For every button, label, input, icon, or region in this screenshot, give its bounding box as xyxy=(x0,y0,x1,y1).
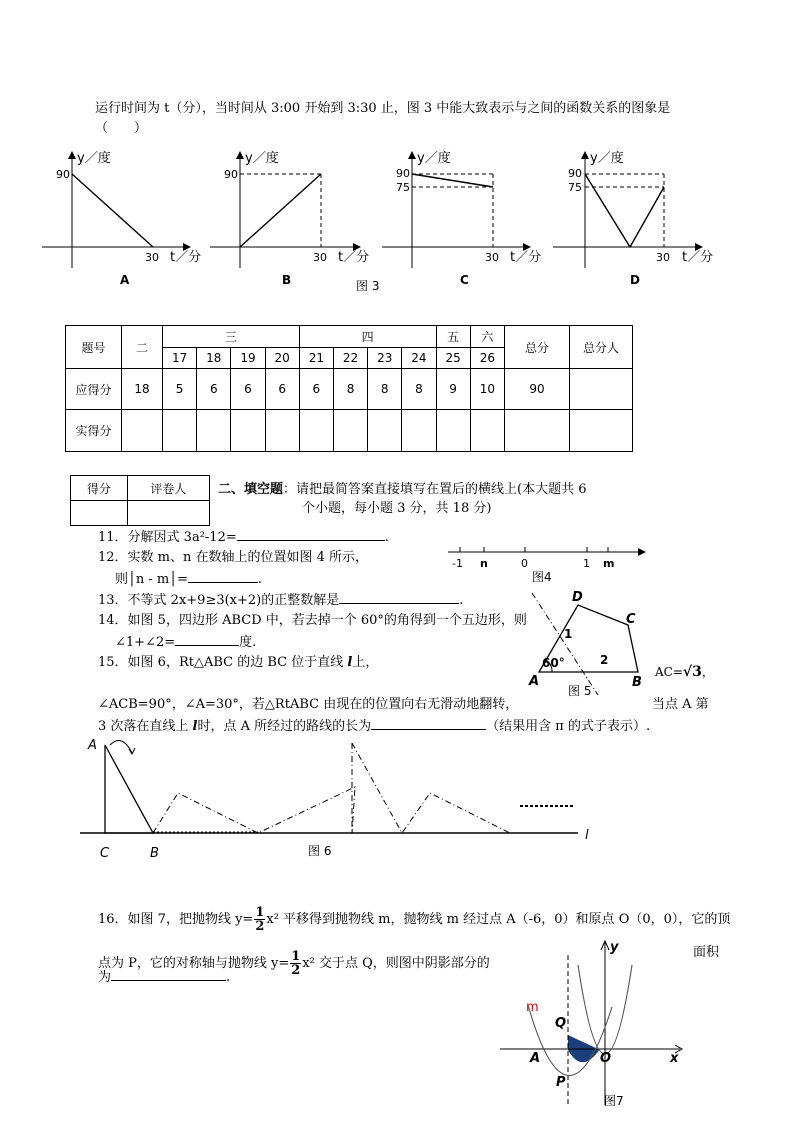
question-number: 22 xyxy=(333,348,367,369)
graph-d-ylabel: y／度 xyxy=(590,151,624,166)
fig7-caption: 图7 xyxy=(604,1094,624,1108)
should-score: 6 xyxy=(299,369,333,410)
should-score-person xyxy=(570,369,633,410)
header-section-3: 三 xyxy=(163,326,300,348)
graph-c-ytick-75: 75 xyxy=(396,181,410,194)
header-total-person: 总分人 xyxy=(570,326,633,369)
intro-line-1: 运行时间为 t（分），当时间从 3:00 开始到 3:30 止，图 3 中能大致表示与之间的函数关系的图象是 xyxy=(95,101,671,116)
should-score: 10 xyxy=(470,369,504,410)
fig5-label-d: D xyxy=(572,590,583,605)
fig5-label-60: 60° xyxy=(542,656,565,670)
graph-b-xlabel: t／分 xyxy=(338,250,370,265)
q15-text-g: （结果用含 π 的式子表示）. xyxy=(486,719,651,734)
graph-c-label: C xyxy=(460,273,469,287)
q16-frac-den: 2 xyxy=(255,919,265,934)
q16-text-a: 16．如图 7，把抛物线 y= xyxy=(98,912,254,927)
q15-ac-prefix: AC= xyxy=(655,665,683,679)
figure-5 xyxy=(520,585,680,700)
should-score: 6 xyxy=(231,369,265,410)
fig4-label-m: m xyxy=(603,557,615,570)
q11-period: . xyxy=(384,530,389,545)
q12-answer-blank[interactable] xyxy=(188,570,258,583)
graph-c-xtick: 30 xyxy=(485,251,499,264)
section-2-instruction-cont: 个小题，每小题 3 分，共 18 分) xyxy=(302,501,492,516)
graph-b-label: B xyxy=(282,273,292,287)
q11-text: 11．分解因式 3a²-12= xyxy=(98,530,237,545)
should-score: 6 xyxy=(265,369,299,410)
q15-text-b: 上， xyxy=(352,655,379,670)
q15-text-f: 时，点 A 所经过的路线的长为 xyxy=(197,719,372,734)
fig4-label-one: 1 xyxy=(583,557,590,570)
q15-text-d: 当点 A 第 xyxy=(652,697,709,712)
graph-b-xtick: 30 xyxy=(313,251,327,264)
graph-d-xlabel: t／分 xyxy=(682,250,714,265)
fig6-label-c: C xyxy=(100,846,110,861)
fig7-label-o: O xyxy=(600,1051,612,1066)
actual-score-cell[interactable] xyxy=(265,410,299,452)
q16-text-d: x² 交于点 Q，则图中阴影部分的 xyxy=(302,956,490,971)
fig4-caption: 图4 xyxy=(532,570,552,584)
q16-mianji: 面积 xyxy=(693,945,720,960)
actual-score-cell[interactable] xyxy=(505,410,570,452)
q13-text: 13．不等式 2x+9≥3(x+2)的正整数解是 xyxy=(98,593,340,608)
graph-a-ylabel: y／度 xyxy=(77,151,111,166)
q15-answer-blank[interactable] xyxy=(371,717,486,730)
graph-c-ylabel: y／度 xyxy=(417,151,451,166)
section-2-instruction: ：请把最简答案直接填写在置后的横线上(本大题共 6 xyxy=(283,482,587,497)
fig4-label-n: n xyxy=(480,557,488,570)
fig7-label-a: A xyxy=(530,1051,541,1066)
row-actual-label: 实得分 xyxy=(66,410,122,452)
q13-answer-blank[interactable] xyxy=(339,591,459,604)
q14-text-b: ∠1+∠2= xyxy=(115,635,176,650)
grader-person-cell[interactable] xyxy=(127,501,209,526)
fig7-label-q: Q xyxy=(555,1016,567,1031)
graph-d-xtick: 30 xyxy=(656,251,670,264)
should-score-total: 90 xyxy=(505,369,570,410)
grader-person-label: 评卷人 xyxy=(127,476,209,501)
q14-answer-blank[interactable] xyxy=(175,633,239,646)
header-section-6: 六 xyxy=(470,326,504,348)
figure-4 xyxy=(440,540,650,590)
fig7-label-m: m xyxy=(526,1000,539,1015)
graph-d-ytick-90: 90 xyxy=(568,167,582,180)
fig6-label-a: A xyxy=(88,738,97,753)
actual-score-cell[interactable] xyxy=(470,410,504,452)
actual-score-cell[interactable] xyxy=(402,410,436,452)
graph-a-ytick: 90 xyxy=(56,168,70,181)
question-number: 18 xyxy=(197,348,231,369)
graph-a-xtick: 30 xyxy=(145,251,159,264)
should-score: 8 xyxy=(402,369,436,410)
should-score: 9 xyxy=(436,369,470,410)
q12-period: . xyxy=(257,572,263,587)
q16-period: . xyxy=(226,970,231,985)
question-number: 17 xyxy=(163,348,197,369)
question-number: 26 xyxy=(470,348,504,369)
intro-answer-bracket: （ ） xyxy=(95,121,148,136)
grader-score-cell[interactable] xyxy=(71,501,128,526)
fig7-label-y: y xyxy=(610,940,619,955)
actual-score-cell[interactable] xyxy=(368,410,402,452)
q16-text-b: x² 平移得到抛物线 m，抛物线 m 经过点 A（-6，0）和原点 O（0，0），它的顶 xyxy=(266,912,731,927)
graph-d xyxy=(553,150,713,287)
graph-b-ylabel: y／度 xyxy=(245,151,279,166)
score-table xyxy=(65,325,633,452)
fig4-label-minus-one: -1 xyxy=(452,557,463,570)
q15-ac-suffix: ， xyxy=(701,665,714,679)
grader-table xyxy=(70,475,210,526)
fig5-caption: 图 5 xyxy=(568,684,592,698)
section-2-title: 二、填空题 xyxy=(218,482,284,497)
fig6-caption: 图 6 xyxy=(308,844,332,858)
question-number: 20 xyxy=(265,348,299,369)
graph-b-ytick: 90 xyxy=(224,168,238,181)
should-score: 8 xyxy=(368,369,402,410)
actual-score-cell[interactable] xyxy=(333,410,367,452)
header-total: 总分 xyxy=(505,326,570,369)
header-section-2: 二 xyxy=(122,326,163,369)
fig5-label-c: C xyxy=(626,612,636,627)
figure-3 xyxy=(0,140,794,300)
graph-c xyxy=(382,150,541,287)
should-score: 5 xyxy=(163,369,197,410)
graph-a xyxy=(42,150,201,287)
question-number: 25 xyxy=(436,348,470,369)
figure-6 xyxy=(80,735,600,865)
fig7-label-x: x xyxy=(670,1051,679,1066)
graph-d-ytick-75: 75 xyxy=(568,181,582,194)
question-number: 19 xyxy=(231,348,265,369)
should-score: 8 xyxy=(333,369,367,410)
graph-d-label: D xyxy=(630,273,640,287)
grader-score-label: 得分 xyxy=(71,476,128,501)
figure-7 xyxy=(500,935,700,1115)
fig4-label-zero: 0 xyxy=(521,557,528,570)
actual-score-cell[interactable] xyxy=(436,410,470,452)
fig5-label-b: B xyxy=(632,675,642,690)
q15-line-l-2: l xyxy=(192,719,198,734)
graph-a-xlabel: t／分 xyxy=(170,250,202,265)
row-should-label: 应得分 xyxy=(66,369,122,410)
actual-score-cell[interactable] xyxy=(231,410,265,452)
q15-text-a: 15．如图 6，Rt△ABC 的边 BC 位于直线 xyxy=(98,655,344,670)
figure-3-caption: 图 3 xyxy=(356,279,380,293)
q16-text-c: 点为 P，它的对称轴与抛物线 y= xyxy=(98,956,290,971)
graph-b xyxy=(210,150,369,287)
q15-text-c: ∠ACB=90°，∠A=30°，若△RtABC 由现在的位置向右无滑动地翻转， xyxy=(98,697,519,712)
q16-frac-den-2: 2 xyxy=(291,963,301,978)
header-tihao: 题号 xyxy=(66,326,122,369)
q16-text-e: 为 xyxy=(98,970,112,985)
q14-text-c: 度. xyxy=(239,635,257,650)
actual-score-cell[interactable] xyxy=(163,410,197,452)
graph-a-label: A xyxy=(120,273,130,287)
header-section-4: 四 xyxy=(299,326,436,348)
fig6-label-b: B xyxy=(150,846,159,861)
should-score: 18 xyxy=(122,369,163,410)
actual-score-cell[interactable] xyxy=(570,410,633,452)
question-number: 24 xyxy=(402,348,436,369)
question-number: 21 xyxy=(299,348,333,369)
actual-score-cell[interactable] xyxy=(122,410,163,452)
fig6-label-l: l xyxy=(585,828,589,843)
fig5-label-1: 1 xyxy=(564,627,573,641)
q13-period: . xyxy=(459,593,464,608)
q15-line-l: l xyxy=(347,655,353,670)
q15-ac-value: √3 xyxy=(682,664,702,680)
q12-text: 12．实数 m、n 在数轴上的位置如图 4 所示， xyxy=(98,550,369,565)
question-number: 23 xyxy=(368,348,402,369)
q16-frac-num: 1 xyxy=(255,905,265,920)
graph-c-ytick-90: 90 xyxy=(396,167,410,180)
q11-answer-blank[interactable] xyxy=(237,528,385,541)
header-section-5: 五 xyxy=(436,326,470,348)
q12-text-b: 则│n - m│= xyxy=(115,572,188,587)
actual-score-cell[interactable] xyxy=(197,410,231,452)
actual-score-cell[interactable] xyxy=(299,410,333,452)
fig5-label-a: A xyxy=(529,674,540,689)
q14-text: 14．如图 5，四边形 ABCD 中，若去掉一个 60°的角得到一个五边形，则 xyxy=(98,613,527,628)
should-score: 6 xyxy=(197,369,231,410)
q16-frac-num-2: 1 xyxy=(291,949,301,964)
fig7-label-p: P xyxy=(556,1075,566,1090)
graph-c-xlabel: t／分 xyxy=(510,250,542,265)
fig5-label-2: 2 xyxy=(600,653,609,667)
q15-text-e: 3 次落在直线上 xyxy=(98,719,189,734)
q16-answer-blank[interactable] xyxy=(111,968,226,981)
